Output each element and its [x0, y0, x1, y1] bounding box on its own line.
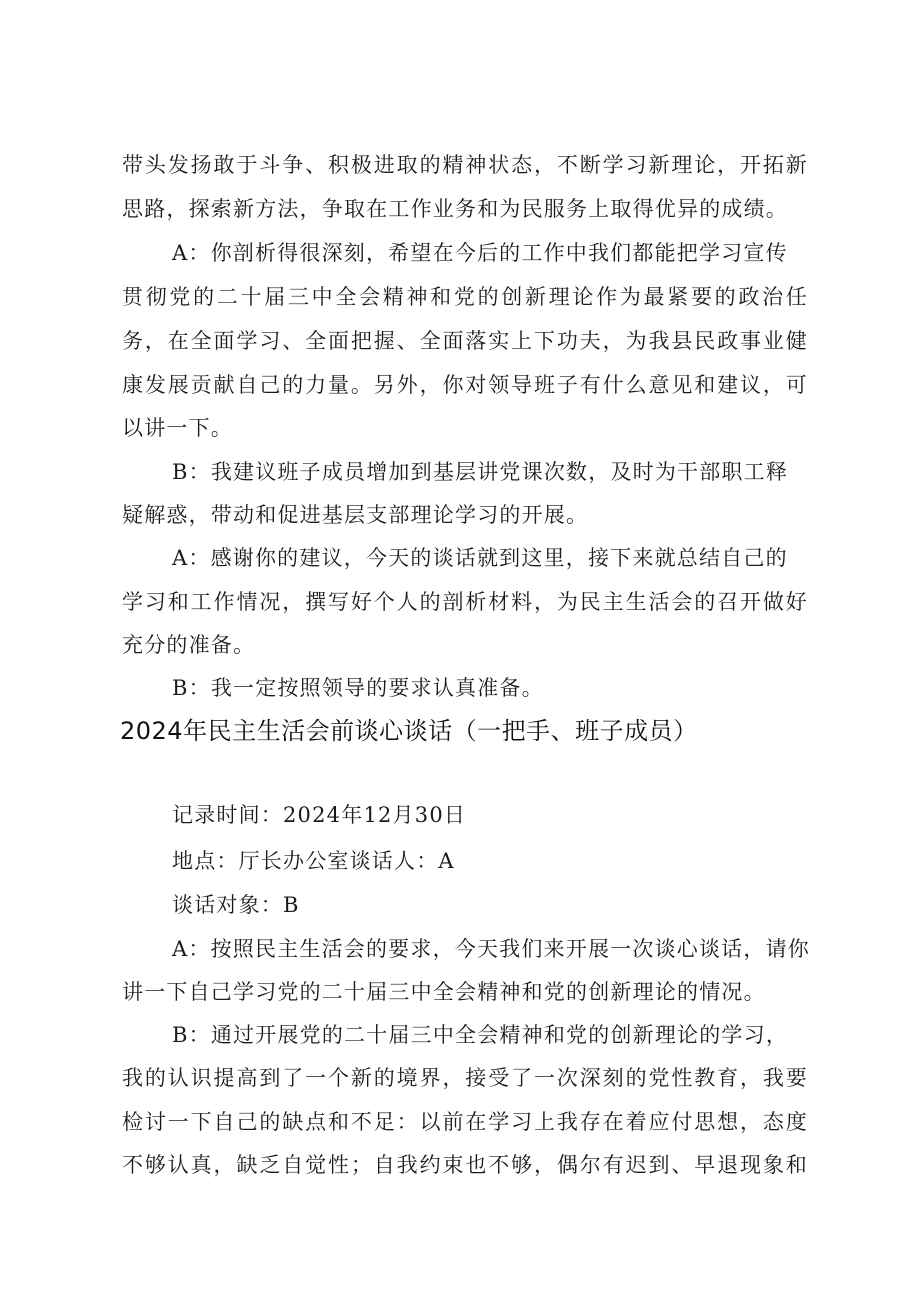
- paragraph-line: 康发展贡献自己的力量。另外，你对领导班子有什么意见和建议，可: [122, 373, 808, 397]
- paragraph-line: A：感谢你的建议，今天的谈话就到这里，接下来就总结自己的: [172, 546, 788, 570]
- paragraph-line: 学习和工作情况，撰写好个人的剖析材料，为民主生活会的召开做好: [122, 590, 808, 614]
- record-time: 记录时间：2024年12月30日: [172, 803, 467, 827]
- section-title: 2024年民主生活会前谈心谈话（一把手、班子成员）: [120, 717, 698, 745]
- paragraph-line: 务，在全面学习、全面把握、全面落实上下功夫，为我县民政事业健: [122, 329, 808, 353]
- paragraph-line: B：我一定按照领导的要求认真准备。: [172, 676, 544, 700]
- paragraph-line: 以讲一下。: [122, 416, 233, 440]
- paragraph-line: 检讨一下自己的缺点和不足：以前在学习上我存在着应付思想，态度: [122, 1110, 808, 1134]
- paragraph-line: A：你剖析得很深刻，希望在今后的工作中我们都能把学习宣传: [172, 241, 788, 265]
- paragraph-line: 充分的准备。: [122, 633, 256, 657]
- paragraph-line: 我的认识提高到了一个新的境界，接受了一次深刻的党性教育，我要: [122, 1066, 808, 1090]
- paragraph-line: 不够认真，缺乏自觉性；自我约束也不够，偶尔有迟到、早退现象和: [122, 1153, 808, 1177]
- paragraph-line: 讲一下自己学习党的二十届三中全会精神和党的创新理论的情况。: [122, 980, 766, 1004]
- place-and-speaker: 地点：厅长办公室谈话人：A: [172, 849, 455, 873]
- paragraph-line: A：按照民主生活会的要求，今天我们来开展一次谈心谈话，请你: [172, 937, 810, 961]
- paragraph-line: 带头发扬敢于斗争、积极进取的精神状态，不断学习新理论，开拓新: [122, 153, 808, 177]
- interview-subject: 谈话对象：B: [172, 893, 300, 917]
- paragraph-line: 思路，探索新方法，争取在工作业务和为民服务上取得优异的成绩。: [122, 197, 788, 221]
- paragraph-line: 疑解惑，带动和促进基层支部理论学习的开展。: [122, 503, 589, 527]
- paragraph-line: 贯彻党的二十届三中全会精神和党的创新理论作为最紧要的政治任: [122, 285, 808, 309]
- paragraph-line: B：我建议班子成员增加到基层讲党课次数，及时为干部职工释: [172, 460, 789, 484]
- paragraph-line: B：通过开展党的二十届三中全会精神和党的创新理论的学习，: [172, 1023, 789, 1047]
